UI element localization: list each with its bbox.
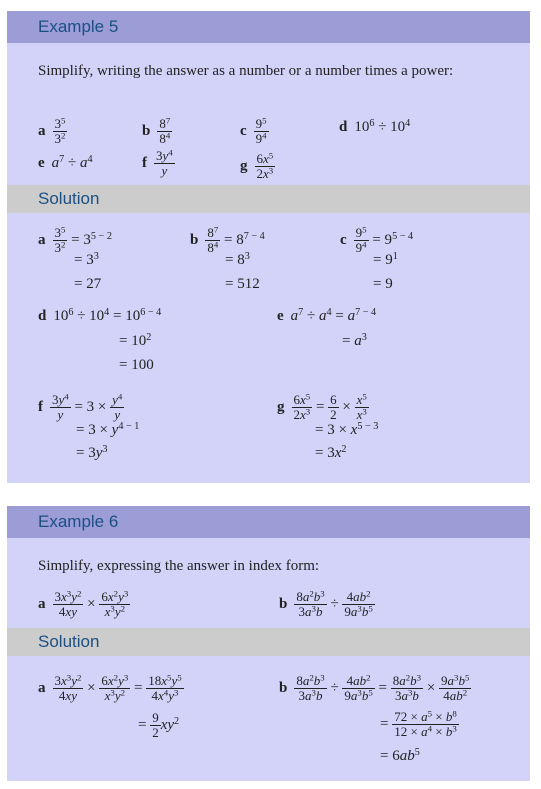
example-5-prompt: Simplify, writing the answer as a number or a number times a power: [38, 63, 454, 79]
ex6-solution-b-step2: = $\frac{72 \times a^5 \times b^8}{12 \times a^4 \times b^3}$ [380, 708, 457, 739]
ex6-solution-b: b $\frac{8a^2b^3}{3a^3b}$ ÷ $\frac{4ab^2}{9a^3b^5}$ = $\frac{8a^2b^3}{3a^3b}$ × $\frac{9a^3b^5}{4ab^2}$ [279, 672, 470, 703]
ex5-solution-c-step3: = 9 [373, 276, 393, 292]
ex5-question-g: g $\frac{6x^5}{2x^3}$ [240, 150, 274, 181]
ex6-solution-a: a $\frac{3x^3y^2}{4xy}$ × $\frac{6x^2y^3}{x^3y^2}$ = $\frac{18x^5y^5}{4x^4y^3}$ [38, 672, 182, 703]
ex5-question-d: d $10^6 \div 10^4$ [339, 117, 411, 135]
ex5-question-c: c $\frac{9^5}{9^4}$ [240, 115, 267, 146]
ex5-question-b: b $\frac{8^7}{8^4}$ [142, 115, 171, 146]
ex5-question-f: f $\frac{3y^4}{y}$ [142, 147, 173, 178]
ex6-solution-a-step2: = $\frac{9}{2}$ $xy^2$ [138, 710, 180, 740]
ex5-solution-g-step3: = $3x^2$ [315, 443, 347, 461]
example-5-panel [7, 11, 530, 483]
ex5-solution-a: a $\frac{3^5}{3^2}$ = $3^{5 - 2}$ [38, 224, 112, 255]
ex5-solution-c-step2: = $9^1$ [373, 250, 398, 268]
ex5-solution-f-step3: = $3y^3$ [76, 443, 108, 461]
ex5-solution-f: f $\frac{3y^4}{y}$ = 3 × $\frac{y^4}{y}$ [38, 391, 123, 422]
ex5-solution-d-step2: = $10^2$ [119, 331, 152, 349]
ex5-solution-g: g $\frac{6x^5}{2x^3}$ = $\frac{6}{2}$ × $\frac{x^5}{x^3}$ [277, 391, 367, 422]
ex5-question-a: a $\frac{3^5}{3^2}$ [38, 115, 66, 146]
ex6-solution-b-step3: = $6ab^5$ [380, 746, 420, 764]
ex5-solution-a-step2: = $3^3$ [74, 250, 99, 268]
example-6-prompt: Simplify, expressing the answer in index form: [38, 558, 320, 574]
example-5-solution-header: Solution [7, 185, 530, 213]
example-6-panel [7, 506, 530, 781]
ex5-solution-d-step3: = 100 [119, 357, 154, 373]
example-5-header: Example 5 [7, 11, 530, 43]
example-6-solution-header: Solution [7, 628, 530, 656]
ex5-solution-d: d $10^6 \div 10^4 = 10^{6 - 4}$ [38, 306, 162, 324]
ex5-solution-a-step3: = 27 [74, 276, 102, 292]
ex6-question-b: b $\frac{8a^2b^3}{3a^3b}$ ÷ $\frac{4ab^2}{9a^3b^5}$ [279, 588, 373, 619]
example-6-header: Example 6 [7, 506, 530, 538]
ex5-solution-c: c $\frac{9^5}{9^4}$ = $9^{5 - 4}$ [340, 224, 414, 255]
ex5-solution-g-step2: = $3 \times x^{5 - 3}$ [315, 420, 379, 438]
ex5-question-e: e $a^7 \div a^4$ [38, 153, 93, 171]
ex6-question-a: a $\frac{3x^3y^2}{4xy}$ × $\frac{6x^2y^3}{x^3y^2}$ [38, 588, 129, 619]
ex5-solution-e: e $a^7 \div a^4 = a^{7 - 4}$ [277, 306, 377, 324]
ex5-solution-b-step2: = $8^3$ [225, 250, 250, 268]
ex5-solution-e-step2: = $a^3$ [342, 331, 367, 349]
ex5-solution-b-step3: = 512 [225, 276, 260, 292]
ex5-solution-f-step2: = $3 \times y^{4 - 1}$ [76, 420, 140, 438]
ex5-solution-b: b $\frac{8^7}{8^4}$ = $8^{7 - 4}$ [190, 224, 265, 255]
